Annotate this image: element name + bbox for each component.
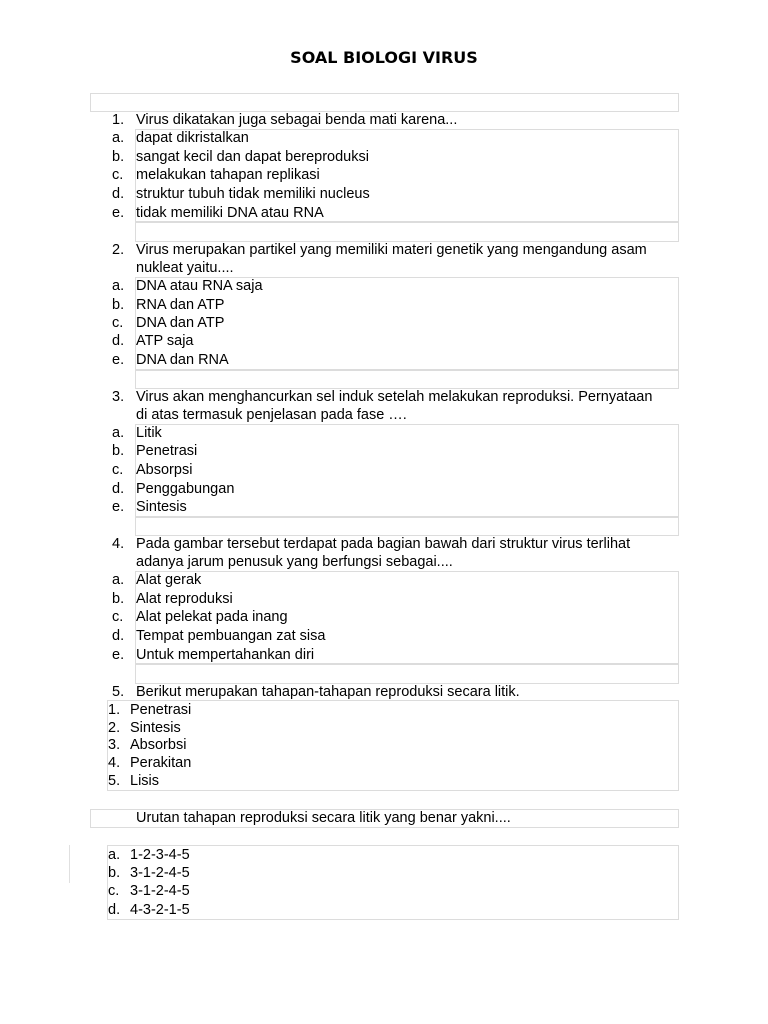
step-text: Penetrasi — [130, 702, 192, 718]
step-text: Absorbsi — [130, 737, 187, 753]
option-text: tidak memiliki DNA atau RNA — [136, 205, 324, 221]
margin-mark — [69, 845, 70, 883]
option-label: c. — [112, 167, 124, 183]
option-label: a. — [112, 130, 125, 146]
option-label: d. — [112, 628, 125, 644]
option-label: b. — [112, 297, 125, 313]
option-text: melakukan tahapan replikasi — [136, 167, 320, 183]
option-text: DNA dan ATP — [136, 315, 225, 331]
option-label: d. — [112, 333, 125, 349]
document-title: SOAL BIOLOGI VIRUS — [290, 48, 478, 67]
option-text: 3-1-2-4-5 — [130, 883, 190, 899]
step-label: 1. — [108, 702, 121, 718]
option-label: c. — [112, 462, 124, 478]
question-number: 4. — [112, 536, 125, 552]
option-text: ATP saja — [136, 333, 194, 349]
question-number: 1. — [112, 112, 125, 128]
step-text: Lisis — [130, 773, 160, 789]
option-text: 1-2-3-4-5 — [130, 847, 190, 863]
question-text: Virus dikatakan juga sebagai benda mati karena... — [136, 112, 458, 128]
option-text: DNA atau RNA saja — [136, 278, 263, 294]
option-text: Alat gerak — [136, 572, 202, 588]
step-text: Perakitan — [130, 755, 192, 771]
options-frame — [135, 424, 679, 517]
option-label: a. — [112, 572, 125, 588]
followup-text: Urutan tahapan reproduksi secara litik yang benar yakni.... — [136, 810, 511, 826]
option-label: e. — [112, 352, 125, 368]
option-text: DNA dan RNA — [136, 352, 229, 368]
option-label: b. — [112, 443, 125, 459]
option-label: a. — [108, 847, 121, 863]
empty-frame — [135, 222, 679, 242]
step-text: Sintesis — [130, 720, 181, 736]
step-label: 5. — [108, 773, 121, 789]
option-label: c. — [112, 315, 124, 331]
option-label: e. — [112, 499, 125, 515]
question-text: adanya jarum penusuk yang berfungsi sebagai.... — [136, 554, 453, 570]
option-label: a. — [112, 425, 125, 441]
option-text: Penggabungan — [136, 481, 235, 497]
empty-frame — [135, 370, 679, 389]
option-label: d. — [112, 481, 125, 497]
option-text: Untuk mempertahankan diri — [136, 647, 315, 663]
question-text: Virus merupakan partikel yang memiliki materi genetik yang mengandung asam — [136, 242, 647, 258]
question-text: Pada gambar tersebut terdapat pada bagian bawah dari struktur virus terlihat — [136, 536, 631, 552]
option-text: Tempat pembuangan zat sisa — [136, 628, 326, 644]
empty-frame — [135, 664, 679, 684]
option-label: e. — [112, 647, 125, 663]
step-label: 2. — [108, 720, 121, 736]
option-label: b. — [108, 865, 121, 881]
step-label: 3. — [108, 737, 121, 753]
option-text: 4-3-2-1-5 — [130, 902, 190, 918]
question-text: nukleat yaitu.... — [136, 260, 234, 276]
option-text: 3-1-2-4-5 — [130, 865, 190, 881]
option-text: Absorpsi — [136, 462, 193, 478]
option-label: a. — [112, 278, 125, 294]
empty-frame — [90, 93, 679, 112]
question-number: 5. — [112, 684, 125, 700]
option-text: Penetrasi — [136, 443, 198, 459]
option-text: sangat kecil dan dapat bereproduksi — [136, 149, 369, 165]
steps-frame — [107, 700, 679, 791]
option-label: c. — [112, 609, 124, 625]
option-label: b. — [112, 149, 125, 165]
option-text: dapat dikristalkan — [136, 130, 249, 146]
option-label: b. — [112, 591, 125, 607]
option-text: Alat reproduksi — [136, 591, 233, 607]
option-label: d. — [108, 902, 121, 918]
question-text: Berikut merupakan tahapan-tahapan reproduksi secara litik. — [136, 684, 520, 700]
option-text: Litik — [136, 425, 162, 441]
option-label: d. — [112, 186, 125, 202]
question-number: 3. — [112, 389, 125, 405]
empty-frame — [135, 517, 679, 536]
options-frame — [107, 845, 679, 920]
question-number: 2. — [112, 242, 125, 258]
step-label: 4. — [108, 755, 121, 771]
option-text: Sintesis — [136, 499, 187, 515]
question-text: Virus akan menghancurkan sel induk setelah melakukan reproduksi. Pernyataan — [136, 389, 653, 405]
option-label: c. — [108, 883, 120, 899]
option-text: RNA dan ATP — [136, 297, 225, 313]
option-text: Alat pelekat pada inang — [136, 609, 288, 625]
option-label: e. — [112, 205, 125, 221]
option-text: struktur tubuh tidak memiliki nucleus — [136, 186, 370, 202]
question-text: di atas termasuk penjelasan pada fase …. — [136, 407, 407, 423]
